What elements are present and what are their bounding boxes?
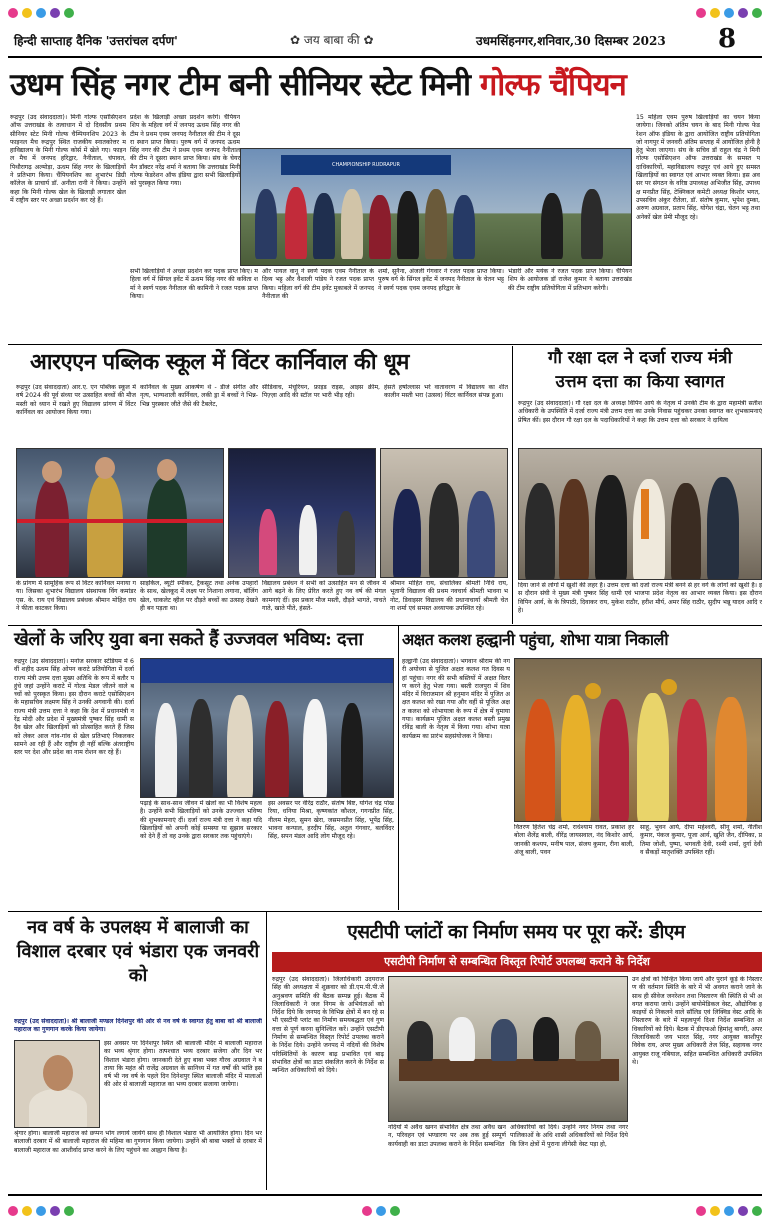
- story2-photo-stage: [228, 448, 376, 578]
- column-divider: [266, 912, 267, 1190]
- person-figure: [147, 477, 187, 578]
- story1-headline-dark: उधम सिंह नगर टीम बनी सीनियर स्टेट मिनी: [10, 67, 471, 103]
- person-figure: [87, 475, 123, 578]
- story1-col6: भंडारी और मयंक ने रजत पदक प्राप्त किया। चैंपियनशिप के आयोजक डॉ राजेश कुमार ने बताया उत्तराखंड की टीम राष्ट्रीय प्रतियोगिता में प्रतिभाग करेगी।: [508, 268, 632, 292]
- person-figure: [259, 509, 277, 575]
- story1-col4: और पायल वानू ने स्वर्ण पदक एवम नैनीताल के दिव्य भट्ट और वैशाली पांडेय ने रजत पदक प्राप्त किया। महिला वर्ग की टीम इवेंट मुकाबले में जनपद नैनीताल की: [262, 268, 374, 300]
- decor-dot: [710, 8, 720, 18]
- story2-caption4: श्रीमान मोहित राय, संचालिका श्रीमती निधि राय, भूतानी विद्यालय की प्रथम नवचार्य श्रीमती भावना भनोट, डिवाइसर विद्यालय की प्रधानाचार्या श्रीमती चेतना शर्मा एवं समस्त अध्यापक उपस्थित रहे।: [390, 580, 508, 612]
- decor-dot: [36, 1206, 46, 1216]
- person-figure: [369, 195, 391, 259]
- page-number: 8: [718, 24, 737, 54]
- divider: [8, 344, 762, 345]
- decor-dot: [50, 1206, 60, 1216]
- story4-photo-award: [140, 658, 394, 798]
- decor-dot: [50, 8, 60, 18]
- story5-body: हल्द्वानी (उद संवाददाता)। भगवान श्रीराम की नगरी अयोध्या से पूजित अक्षत कलश गत दिवस यहां पहुंचा। नगर की सभी बस्तियों में अक्षत वितरण करने हेतु भेजा गया। बस्ती राजपुरा में शिव मंदिर में विराजमान श्री हनुमान मंदिर में पूजित अक्षत कलश को रखा गया और वहीं से पूजित अक्षत कलश को शोभायात्रा के रूप में क्षेत्र में घुमाया गया। कार्यक्रम पूजित अक्षत कलश बस्ती प्रमुख रविंद्र बाली के नेतृत्व में किया गया। शोभा यात्रा कार्यक्रम का प्रारंभ सहसंयोजक ने किया।: [402, 658, 510, 740]
- masthead-date: उधमसिंहनगर,शनिवार,30 दिसम्बर 2023: [476, 34, 666, 48]
- person-figure: [715, 697, 747, 822]
- person-figure: [599, 699, 629, 822]
- person-figure: [707, 477, 739, 580]
- story5-headline: अक्षत कलश हल्द्वानी पहुंचा, शोभा यात्रा निकाली: [402, 630, 669, 649]
- story6-headline: नव वर्ष के उपलक्ष्य में बालाजी का विशाल दरबार एवं भंडारा एक जनवरी को: [16, 917, 260, 986]
- person-figure: [29, 1089, 87, 1128]
- person-figure: [525, 483, 555, 580]
- masthead-dots-right: [696, 8, 762, 18]
- decor-dot: [36, 8, 46, 18]
- saffron-scarf: [641, 489, 649, 539]
- person-figure: [35, 479, 69, 578]
- footer-dots-center: [362, 1206, 400, 1216]
- story5-caption2: साहू, भुवन आर्य, दीपा महेश्वरी, सीनू शर्मा, नीतीश कुमार, पंकज कुमार, पूजा आर्य, खुशि जैन, दीपिका, प्रतिमा जोशी, पुष्पा, भगवती देवी, रश्मी शर्मा, दुर्गा देवी व सैकड़ों मातृशक्ति उपस्थित रहीं।: [640, 824, 762, 856]
- person-figure: [285, 187, 307, 259]
- person-head: [43, 1055, 73, 1091]
- person-figure: [453, 195, 475, 259]
- decor-dot: [724, 1206, 734, 1216]
- masthead-motto-text: जय बाबा की: [303, 33, 360, 47]
- person-figure: [541, 193, 563, 259]
- person-head: [42, 461, 62, 483]
- person-figure: [533, 1017, 559, 1061]
- person-figure: [341, 703, 363, 798]
- story3-headline-line1: गौ रक्षा दल ने दर्जा राज्य मंत्री: [548, 348, 732, 368]
- flower-icon: ✿: [363, 33, 374, 47]
- story6-side: इस अवसर पर दिनेशपुर स्थित श्री बालाजी मंदिर में बालाजी महाराज का भव्य श्रृंगार होगा। तत्पश्चात भव्य दरबार सजेगा और दिन भर विशाल भंडारा होगा। जानकारी देते हुए बाबा भक्त गौरव अग्रवाल ने बताया कि महंत श्री राजेंद्र अग्रवाल के सानिध्य में गत वर्षों की भांति इस वर्ष भी नव वर्ष के पहले दिन दिनेशपुर स्थित बालाजी मंदिर में मालाओं की ओर से बालाजी महाराज का भव्य दरबार सजाया जायेगा।: [104, 1040, 262, 1089]
- decor-dot: [362, 1206, 372, 1216]
- column-divider: [512, 346, 513, 624]
- decor-dot: [696, 8, 706, 18]
- story1-col3: सभी खिलाड़ियों ने अच्छा प्रदर्शन कर पदक प्राप्त किए। महिला वर्ग में सिंगल इवेंट में ऊधम सिंह नगर की कविता शर्मा ने स्वर्ण पदक नैनीताल की कामिनी ने रजत पदक प्राप्त किया।: [130, 268, 258, 300]
- person-figure: [581, 189, 603, 259]
- story1-col2: प्रदेश के खिलाड़ी अच्छा प्रदर्शन करेंगे। चैंपियनशिप के महिला वर्ग में जनपद ऊधम सिंह नगर की टीम ने प्रथम एवम जनपद नैनीताल की टीम ने दूसरा स्थान प्राप्त किया। पुरुष वर्ग में जनपद ऊधम सिंह नगर की टीम ने प्रथम एवम जनपद नैनीताल की टीम ने दूसरा स्थान प्राप्त किया। संघ के चेयरमैन डॉक्टर नरेंद्र शर्मा ने बताया कि उत्तराखंड मिनी गोल्फ फेडरेशन ऑफ इंडिया द्वारा सभी खिलाड़ियों को पुरस्कृत किया गया।: [130, 114, 240, 188]
- story2-col2: कार्निवल के मुख्य आकर्षण थे - डीजे संगीत और नृत्य, भाग्यशाली कार्निवल, लकी ड्रा में बच्चों ने भिन्न-भिन्न पुरस्कार जीते जैसे की टैबलेट,: [140, 384, 258, 408]
- person-figure: [313, 193, 335, 259]
- decor-dot: [752, 1206, 762, 1216]
- person-figure: [393, 489, 421, 578]
- story2-col1: रूद्रपुर (उद संवाददाता) आर.ए. एन पब्लिक स्कूल में वर्ष 2024 की पूर्व संध्या पर उत्साहित बच्चों की मौज मस्ती को ध्यान में रखते हुए विद्यालय प्रांगण में विंटर कार्निवल का आयोजन किया गया।: [16, 384, 136, 416]
- flower-icon: ✿: [290, 33, 301, 47]
- person-figure: [255, 189, 277, 259]
- decor-dot: [64, 1206, 74, 1216]
- person-figure: [429, 483, 459, 578]
- column-divider: [398, 626, 399, 910]
- story4-caption2: इस अवसर पर वीरेंद्र राठौर, संतोष बिष्ट, योगेश चंद्र पोखरिया, धनिया मिश्रा, कृष्णकांत कौशल, गगनप्रीत सिंह, नीलम मेहरा, सुमन खेरा, जसमनप्रीत सिंह, भूपेंद्र सिंह, भावना कन्याल, हरदीप सिंह, अतुल गंगवार, बलविंदर सिंह, सपन मंडल आदि लोग मौजूद रहे।: [268, 800, 394, 841]
- story3-caption: दिया जाने से लोगों में खुशी की लहर है। उत्तम दत्ता को दर्जा राज्य मंत्री बनने से हर वर्ग के लोगों को खुशी है। इस दौरान संघी ने मुख्य मंत्री पुष्कर सिंह धामी एवं भाजपा प्रदेश नेतृत्व का आभार व्यक्त किया। इस दौरान विपिन आर्य, के के त्रिपाठी, दिवाकर राय, मुकेश राठौर, हरीश मौर्य, अमर सिंह राठौर, सुदीप भन्नू यादव आदि रहे।: [518, 582, 762, 614]
- person-figure: [671, 483, 701, 580]
- story5-caption1: वितरण हितेश चंद्र शर्मा, राधेश्याम रावत, प्रकाश हरबोला शैलेंद्र बाली, वीरेंद्र जायसवाल, नंद किशोर आर्य, जानकी कश्यप, मनीष पाल, संजय कुमार, रीना बाली, अंजू बाली, पवन: [514, 824, 634, 856]
- story2-caption2: साइकिल, ब्यूटी स्पीकर, ट्रैकसूट तथा अनेक उपहारों के साथ, खेलकूद में लक्ष्य पर निशाना लगाना, बॉलिंग खेल, चाकलेट व्हील पर दौड़ते बच्चों का उत्साह देखते ही बन पड़ता था।: [140, 580, 258, 612]
- decor-dot: [738, 1206, 748, 1216]
- person-figure: [449, 1017, 475, 1061]
- person-figure: [397, 191, 419, 259]
- decor-dot: [738, 8, 748, 18]
- story3-headline-line2: उत्तम दत्ता का किया स्वागत: [555, 372, 725, 392]
- person-figure: [633, 479, 665, 580]
- decor-dot: [64, 8, 74, 18]
- story1-headline-red: गोल्फ चैंपियन: [479, 67, 626, 103]
- story5-photo-kalash: [514, 658, 762, 822]
- story6-bottom: श्रृंगार होगा। बालाजी महाराज को छप्पन भोग लगाये जायेंगे साथ ही विशाल भंडारा भी आयोजित होगा। दिन भर बालाजी दरबार में श्री बालाजी महाराज की महिमा का गुणगान किया जायेगा। उन्होंने श्री बाबा भक्तों से दरबार में बालाजी महाराज का आशीर्वाद प्राप्त करने के लिए पहुंचने का आह्वान किया है।: [14, 1130, 262, 1154]
- person-figure: [189, 699, 213, 798]
- footer-dots-right: [696, 1206, 762, 1216]
- story2-caption1: के प्रांगण में सामूहिक रूप से विंटर कार्निवल मनाया गया। जिसका शुभारंभ विद्यालय संस्थापक विंग कमांडर एस. के. राय एवं विद्यालय प्रबंधक श्रीमान मोहित राय ने फीता काटकर किया।: [16, 580, 136, 612]
- story4-headline: खेलों के जरिए युवा बना सकते हैं उज्जवल भविष्य: दत्ता: [14, 629, 363, 650]
- story3-body: रूद्रपुर (उद संवाददाता)। गौ रक्षा दल के अध्यक्ष विपिन आर्य के नेतृत्व में उनकी टीम के द्वारा महामंत्री सतीश अधिकारी के उपस्थिति में दर्जा राज्य मंत्री उत्तम दत्ता का उनके निवास पहुंचकर उनका स्वागत कर शुभकामनाएं प्रेषित कीं। इस दौरान गौ रक्षा दल के पदाधिकारियों ने कहा कि उत्तम दत्ता को सरकार ने दायित्व: [518, 400, 762, 424]
- person-head: [95, 457, 115, 479]
- person-head: [157, 459, 177, 481]
- photo-banner: CHAMPIONSHIP RUDRAPUR: [281, 155, 451, 175]
- masthead-dots-left: [8, 8, 74, 18]
- kalash: [661, 679, 677, 695]
- person-figure: [425, 189, 447, 259]
- person-figure: [525, 699, 555, 822]
- person-figure: [575, 1021, 601, 1061]
- story1-col1: रूद्रपुर (उद संवाददाता)। मिनी गोल्फ एसोसिएशन ऑफ उत्तराखंड के तत्वाधान में दो दिवसीय प्रथम सीनियर स्टेट मिनी गोल्फ चैम्पियनशिप 2023 के फाइनल मैच रूद्रपुर स्थित राजकीय स्नातकोत्तर महाविद्यालय के मिनी गोल्फ कोर्स में खेले गए। फाइनल मैच में जनपद हरिद्वार, नैनीताल, चंपावत, पिथौरागढ़ अल्मोड़ा, ऊधम सिंह नगर के खिलाड़ियों ने प्रतिभाग किया। चैंपियनशिप का शुभारंभ डिग्री कॉलेज के प्राचार्य डॉ. अनीता रानी ने किया। उन्होंने कहा कि मिनी गोल्फ खेल के खिलाड़ी लगातार खेल में राष्ट्रीय स्तर पर अच्छा प्रदर्शन कर रहे हैं।: [10, 114, 126, 204]
- person-figure: [559, 479, 589, 580]
- masthead-paper-name: हिन्दी साप्ताह दैनिक 'उत्तरांचल दर्पण': [14, 34, 178, 48]
- decor-dot: [390, 1206, 400, 1216]
- story7-subhead: एसटीपी निर्माण से सम्बन्धित विस्तृत रिपोर्ट उपलब्ध कराने के निर्देश: [272, 952, 762, 972]
- person-figure: [337, 511, 355, 575]
- divider: [8, 911, 762, 912]
- decor-dot: [22, 8, 32, 18]
- person-figure: [491, 1019, 517, 1061]
- story1-headline: [10, 61, 762, 111]
- story1-photo-golf-team: [240, 148, 632, 266]
- story2-col4: हंसते हर्षोल्लास भरे वातावरण में विद्यालय का शीतकालीन मस्ती भरा (उत्सव) विंटर कार्निवल संपन्न हुआ।: [384, 384, 508, 400]
- story2-photo-stall: [380, 448, 508, 578]
- story7-caption1: नदियों में अवैध खनन संभावित क्षेत्र तथा अवैध खनन, परिवहन एवं भण्डारण पर अब तक हुई सम्पूर्ण कार्यवाही का डाटा उपलब्ध कराने के निर्देश सम्बन्धित: [388, 1124, 506, 1148]
- story2-headline: आरएएन पब्लिक स्कूल में विंटर कार्निवाल की धूम: [30, 349, 409, 375]
- person-figure: [299, 505, 317, 575]
- story2-photo-ribbon: [16, 448, 224, 578]
- decor-dot: [8, 8, 18, 18]
- story2-col3: सीडिवाच, मंचूरियन, फ्राइड राइस, आइस क्रीम, पिज़्ज़ा आदि की स्टॉल पर भारी भीड़ रही।: [262, 384, 380, 400]
- story4-col1: रुद्रपुर (उद संवाददाता)। मनोज सरकार स्टेडियम में 6 वीं शहीद ऊधम सिंह ओपन कराटे प्रतियोगिता में दर्जा राज्य मंत्री उत्तम दत्ता मुख्य अतिथि के रूप में बतौर पहुंचे जहां उन्होंने कराटे में गोल्ड मेडल जीतने वाले बच्चों को पुरस्कृत किया। इस दौरान कराटे एसोसिएशन के महासचिव लक्ष्मण सिंह ने उनकी अगवानी की। दर्जा राज्य मंत्री उत्तम दत्ता ने कहा कि देश में प्रधानमंत्री नरेंद्र मोदी और प्रदेश में मुख्यमंत्री पुष्कर सिंह धामी सदैव खेल और खिलाड़ियों को प्रोत्साहित करते हैं जिसको लेकर आज गांव-गांव से खेल प्रतिभाएं निकलकर सामने आ रही हैं और राष्ट्रीय ही नहीं बल्कि अंतराष्ट्रीय स्तर पर देश और प्रदेश का नाम रोशन कर रहे हैं।: [14, 658, 134, 757]
- person-figure: [561, 695, 591, 822]
- photo-banner: [141, 659, 394, 683]
- person-figure: [467, 491, 495, 578]
- story7-col1: रुद्रपुर (उद संवाददाता)। जिलाधिकारी उदयराज सिंह की अध्यक्षता में शुक्रवार को डी.एम.पी.पी.जे अनुश्रवण समिति की बैठक सम्पन्न हुई। बैठक में जिलाधिकारी ने जल निगम के अभियंताओं को निर्देश दिये कि जनपद के विभिन्न क्षेत्रों में बन रहे सभी एसटीपी प्लांट का निर्माण समयबद्धता एवं गुणवत्ता से पूर्ण करना सुनिश्चित करें। उन्होंने एसटीपी निर्माण से सम्बन्धित विस्तृत रिपोर्ट उपलब्ध कराने के निर्देश दिये। उन्होंने जनपद में नदियों की विशेष परिस्थितियों के कारण बाढ़ प्रभावित एवं बाढ़ संभावित क्षेत्रों का डाटा संकलित करने के निर्देश सम्बन्धित अधिकारियों को दिये।: [272, 976, 384, 1075]
- story1-col7: 15 महिला एवम पुरुष खिलाड़ियों का चयन किया जायेगा। जिनको अंतिम चयन के बाद मिनी गोल्फ फेडरेशन ऑफ इंडिया के द्वारा आयोजित राष्ट्रीय प्रतियोगिता जो नागपुर में जनवरी अंतिम सप्ताह में आयोजित होनी है हेतु भेजा जाएगा। संघ के सचिव डॉ राहुल चंद्र ने मिनी गोल्फ एसोसिएशन ऑफ उत्तराखंड के समस्त पदाधिकारियों, महाविद्यालय रुद्रपुर एवं आये हुए समस्त खिलाड़ियों का स्वागत एवं आभार व्यक्त किया। इस अवसर पर संगठन के वरिष्ठ उपाध्यक्ष अभिजीत सिंह, उपाध्यक्ष मनप्रीत सिंह, टेक्निकल कमेटी अध्यक्ष किशोर भगत, उपसचिव अंकुर रौतेला, डॉ. संतोष कुमार, भूपेश दुम्का, अरुण अग्रवाल, प्रताप सिंह, योगेश चंद्रा, चेतन भट्ट तथा अनेकों खेल प्रेमी मौजूद रहे।: [636, 114, 760, 221]
- story6-intro: रुद्रपुर (उद संवाददाता)। श्री बालाजी मण्डल दिनेशपुर की ओर से नव वर्ष के स्वागत हेतु बाबा को श्री बालाजी महाराज का गुणगान करके किया जायेगा।: [14, 1018, 262, 1034]
- footer-dots-left: [8, 1206, 74, 1216]
- decor-dot: [724, 8, 734, 18]
- story3-photo-group: [518, 448, 762, 580]
- decor-dot: [22, 1206, 32, 1216]
- story2-caption3: विद्यालय प्रबंधन ने सभी को उत्साहित मन से जीवन में आगे बढ़ने के लिए प्रेरित करते हुए नव वर्ष की मंगल कामनाएं दीं। इस प्रकार मौज मस्ती, दौड़ते भागते, नाचते गाते, खाते पीते, हंसते-: [262, 580, 386, 612]
- story1-col5: शर्मा, सुनैना, अंजली गंगवार ने रजत पदक प्राप्त किया। पुरुष वर्ग के सिंगल इवेंट में जनपद नैनीताल के चेतन भट्ट ने स्वर्ण पदक एवम जनपद हरिद्वार के: [378, 268, 504, 292]
- story6-photo-portrait: [14, 1040, 100, 1128]
- person-figure: [595, 475, 627, 580]
- decor-dot: [752, 8, 762, 18]
- footer-rule: [8, 1194, 762, 1196]
- person-figure: [407, 1021, 433, 1061]
- masthead-rule: [8, 56, 762, 58]
- meeting-table: [399, 1059, 619, 1081]
- story7-caption2: अधिकारियों को दिये। उन्होंने नगर निगम तथा नगर पालिकाओं के अधि शासी अधिकारियों को निर्देश दिये कि जिन क्षेत्रों में पुराना लीगेसी वेस्ट पड़ा हो,: [510, 1124, 628, 1148]
- ribbon: [17, 519, 224, 523]
- person-figure: [303, 699, 327, 798]
- decor-dot: [696, 1206, 706, 1216]
- kalash: [585, 683, 601, 699]
- story7-photo-meeting: [388, 976, 628, 1122]
- decor-dot: [710, 1206, 720, 1216]
- person-figure: [341, 189, 363, 259]
- masthead-motto: [290, 31, 374, 48]
- decor-dot: [8, 1206, 18, 1216]
- person-figure: [637, 693, 669, 822]
- decor-dot: [376, 1206, 386, 1216]
- person-figure: [227, 695, 253, 798]
- person-figure: [677, 699, 707, 822]
- person-figure: [265, 701, 289, 798]
- story7-headline: एसटीपी प्लांटों का निर्माण समय पर पूरा करें: डीएम: [347, 921, 685, 943]
- story7-col2: उन क्षेत्रों को चिन्हित किया जाये और पुराने कूड़े के निस्तारण की वर्तमान स्थिति के बारे में भी अवगत कराने जाने के साथ ही सीवेज जनरेशन तथा निस्तारण की स्थिति से भी अवगत कराया जाये। उन्होंने बायोमेडिकल वेस्ट, औद्योगिक इकाइयों से निकलने वाले सॉलिड एवं लिक्विड वेस्ट आदि के निस्तारण के बारे में महत्वपूर्ण दिशा निर्देश सम्बन्धित अधिकारियों को दिये। बैठक में डीएफओ हिमांशु बागरी, अपर जिलाधिकारी जय भारत सिंह, नगर आयुक्त काशीपुर विवेक राय, अपर मुख्य अधिकारी तेज सिंह, सहायक नगर आयुक्त राजू नबियाल, सहित सम्बन्धित अधिकारी उपस्थित थे।: [632, 976, 762, 1066]
- story4-caption1: पढ़ाई के साथ-साथ जीवन में खेलों का भी विशेष महत्व है। उन्होंने सभी खिलाड़ियों को उनके उज्ज्वल भविष्य की शुभकामनाएं दीं। दर्जा राज्य मंत्री दत्ता ने कहा यदि खिलाड़ियों को अपनी कोई समस्या या सुझाव सरकार को देने हैं तो वह उनके द्वारा सरकार तक पहुंचाएंगे।: [140, 800, 262, 841]
- person-figure: [155, 703, 177, 798]
